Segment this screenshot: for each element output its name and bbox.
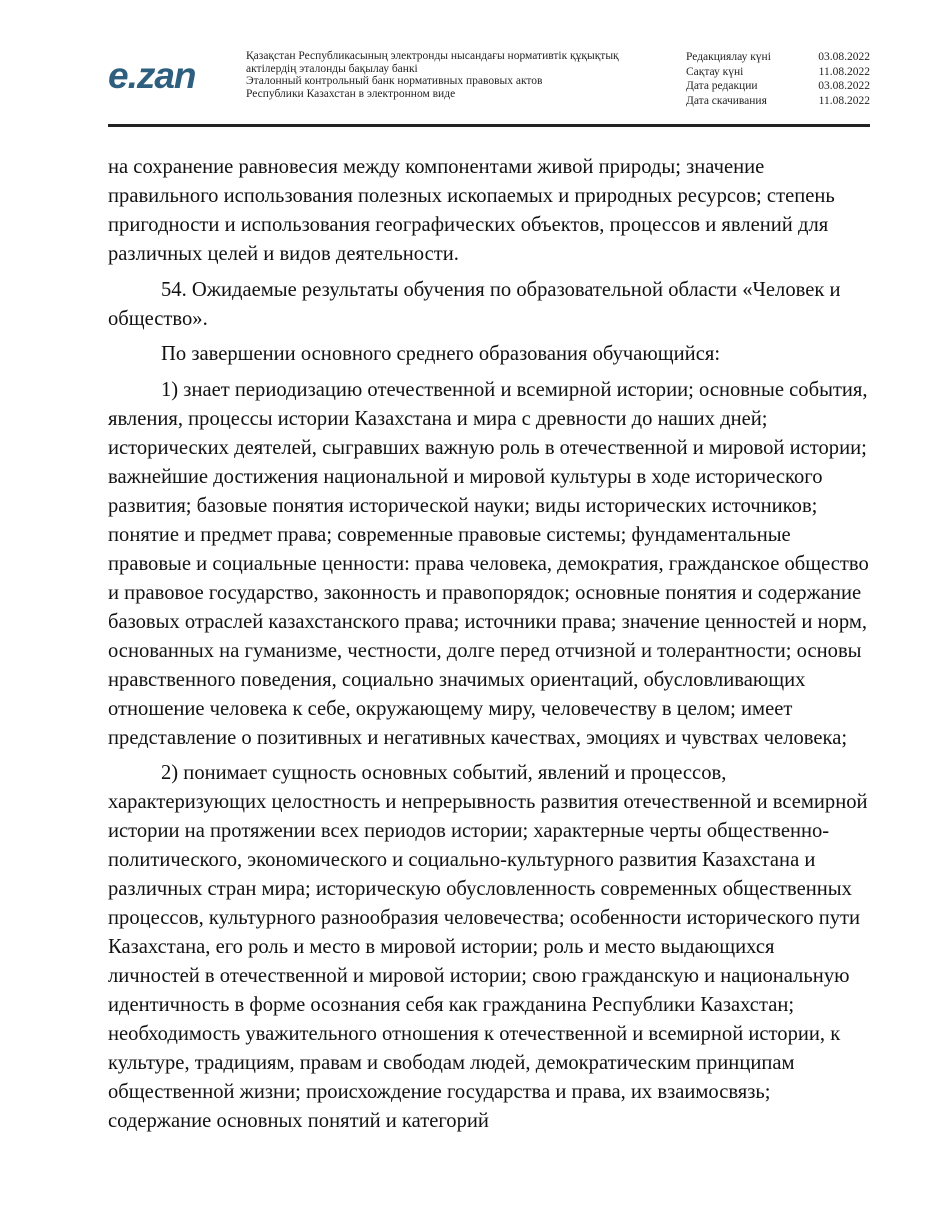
meta-label: Дата скачивания <box>686 94 767 107</box>
meta-label: Редакциялау күні <box>686 51 771 63</box>
ezan-logo[interactable]: e.zan <box>108 55 196 96</box>
body-paragraph: 1) знает периодизацию отечественной и всемирной истории; основные события, явления, процессы истории Казахстана и мира с древности до наших дней; исторических деятелей, сыгравших важную роль в отечественной и мировой истории; важнейшие достижения национальной и мировой культуры в ходе исторического развития; базовые понятия исторической науки; виды исторических источников; понятие и предмет права; современные правовые системы; фундаментальные правовые и социальные ценности: права человека, демократия, гражданское общество и правовое государство, законность и правопорядок; основные понятия и содержание базовых отраслей казахстанского права; источники права; значение ценностей и норм, основанных на гуманизме, честности, долге перед отчизной и толерантности; основы нравственного поведения, социально значимых ориентаций, обусловливающих отношение человека к себе, окружающему миру, человечеству в целом; имеет представление о позитивных и негативных качествах, эмоциях и чувствах человека; <box>108 378 869 749</box>
body-paragraph: на сохранение равновесия между компонентами живой природы; значение правильного использования полезных ископаемых и природных ресурсов; степень пригодности и использования географических объектов, процессов и явлений для различных целей и видов деятельности. <box>108 156 835 265</box>
body-paragraph: 54. Ожидаемые результаты обучения по образовательной области «Человек и общество». <box>108 278 841 330</box>
meta-value: 11.08.2022 <box>818 65 870 78</box>
meta-row-edit-date-ru <box>686 79 870 94</box>
meta-row-edit-date-kz <box>686 50 870 65</box>
header-description-line: Республики Казахстан в электронном виде <box>246 87 456 100</box>
document-body <box>108 153 870 1143</box>
header-description-line: Қазақстан Республикасының электронды нысандағы нормативтік құқықтық <box>246 50 619 62</box>
meta-row-save-date-kz <box>686 65 870 80</box>
meta-value: 03.08.2022 <box>818 80 870 92</box>
meta-value: 11.08.2022 <box>818 94 870 107</box>
header-description-line: актілердің эталонды бақылау банкі <box>246 62 418 75</box>
body-paragraph: 2) понимает сущность основных событий, явлений и процессов, характеризующих целостность и непрерывность развития отечественной и всемирной истории на протяжении всех периодов истории; характерные черты общественно-политического, экономического и социально-культурного развития Казахстана и различных стран мира; историческую обусловленность современных общественных процессов, культурного разнообразия человечества; особенности исторического пути Казахстана, его роль и место в мировой истории; роль и место выдающихся личностей в отечественной и мировой истории; свою гражданскую и национальную идентичность в форме осознания себя как гражданина Республики Казахстан; необходимость уважительного отношения к отечественной и всемирной истории, к культуре, традициям, правам и свободам людей, демократическим принципам общественной жизни; происхождение государства и права, их взаимосвязь; содержание основных понятий и категорий <box>108 762 868 1132</box>
header-meta <box>686 50 870 108</box>
header-description-line: Эталонный контрольный банк нормативных правовых актов <box>246 75 543 87</box>
meta-label: Сақтау күні <box>686 65 744 78</box>
body-paragraph: По завершении основного среднего образования обучающийся: <box>161 343 721 365</box>
header-description <box>246 50 666 100</box>
meta-value: 03.08.2022 <box>818 51 870 63</box>
document-header <box>108 44 870 126</box>
meta-row-download-date-ru <box>686 94 870 109</box>
header-divider <box>108 124 870 127</box>
meta-label: Дата редакции <box>686 80 758 92</box>
